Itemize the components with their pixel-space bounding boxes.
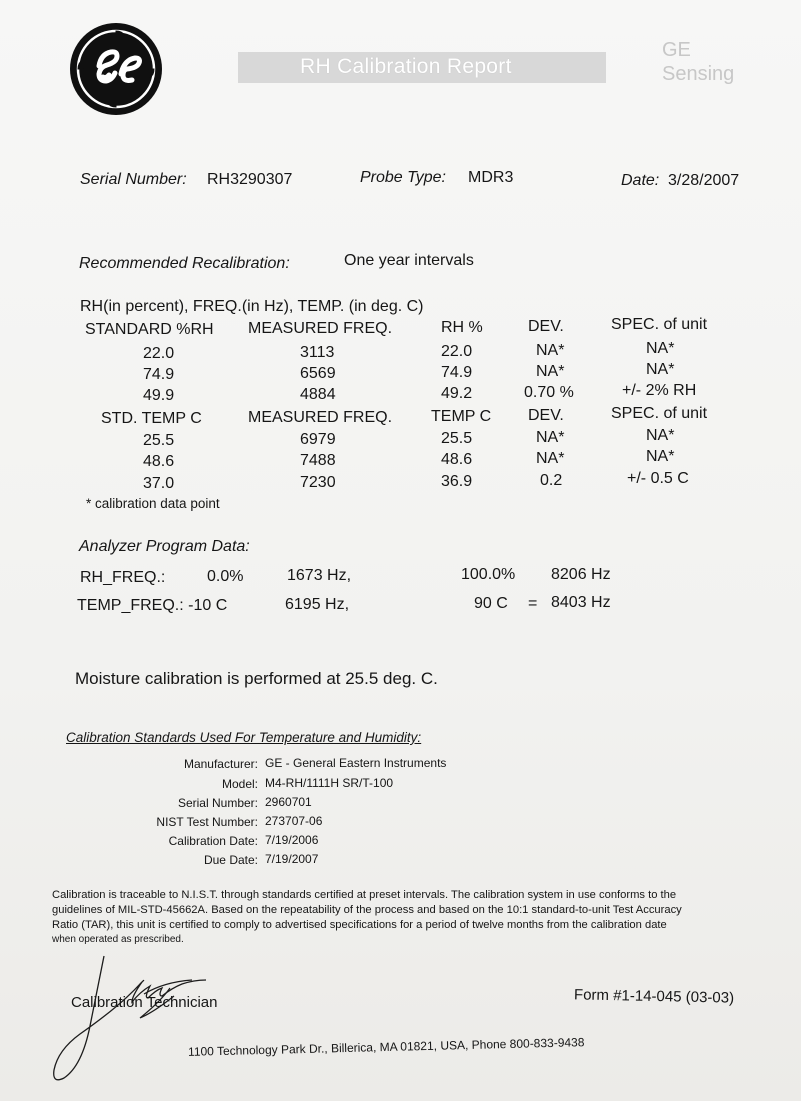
- temp-row-1-temp: 25.5: [441, 430, 473, 447]
- rh-header-measured: MEASURED FREQ.: [248, 320, 393, 337]
- temp-row-1-spec: NA*: [646, 427, 675, 444]
- analyzer-title: Analyzer Program Data:: [79, 538, 250, 555]
- temp-row-2-temp: 48.6: [441, 451, 473, 468]
- temp-row-1-dev: NA*: [536, 429, 565, 446]
- rh-row-2-rh: 74.9: [441, 364, 473, 381]
- rh-freq-high-hz: 8206 Hz: [551, 566, 611, 583]
- rh-header-standard: STANDARD %RH: [85, 321, 214, 338]
- temp-row-2-freq: 7488: [300, 452, 336, 469]
- moisture-note: Moisture calibration is performed at 25.5 deg. C.: [75, 669, 438, 688]
- rh-freq-high: 100.0%: [461, 566, 516, 583]
- standards-serial-value: 2960701: [265, 795, 312, 809]
- rh-row-1-standard: 22.0: [143, 345, 175, 362]
- rh-row-2-dev: NA*: [536, 363, 565, 380]
- rh-row-3-freq: 4884: [300, 386, 336, 403]
- rh-header-dev: DEV.: [528, 318, 564, 335]
- rh-row-2-standard: 74.9: [143, 366, 175, 383]
- temp-freq-low-hz: 6195 Hz,: [285, 596, 350, 613]
- serial-number-label: Serial Number:: [80, 171, 187, 188]
- standards-manufacturer-value: GE - General Eastern Instruments: [265, 756, 447, 770]
- standards-title: Calibration Standards Used For Temperature and Humidity:: [66, 730, 422, 745]
- standards-due-date-value: 7/19/2007: [265, 852, 319, 866]
- temp-header-spec: SPEC. of unit: [611, 405, 708, 422]
- report-title: RH Calibration Report: [300, 55, 512, 78]
- rh-row-2-freq: 6569: [300, 365, 336, 382]
- traceability-line-2: guidelines of MIL-STD-45662A. Based on the repeatability of the process and based on the 10:1 standard-to-unit Test Accuracy: [52, 904, 682, 916]
- temp-header-measured: MEASURED FREQ.: [248, 409, 393, 426]
- technician-signature: [52, 948, 252, 1088]
- rh-row-3-dev: 0.70 %: [524, 384, 574, 401]
- brand-line-2: Sensing: [662, 63, 735, 85]
- temp-row-1-standard: 25.5: [143, 432, 175, 449]
- probe-type-label: Probe Type:: [360, 169, 446, 186]
- rh-row-1-dev: NA*: [536, 342, 565, 359]
- form-number: Form #1-14-045 (03-03): [573, 986, 735, 1007]
- temp-freq-high-hz: 8403 Hz: [551, 594, 611, 611]
- temp-freq-equals: =: [528, 595, 538, 612]
- temp-row-2-spec: NA*: [646, 448, 675, 465]
- temp-row-3-dev: 0.2: [540, 472, 563, 489]
- temp-header-dev: DEV.: [528, 407, 564, 424]
- brand-label: [662, 38, 734, 86]
- temp-row-1-freq: 6979: [300, 431, 336, 448]
- temp-row-3-freq: 7230: [300, 474, 336, 491]
- standards-due-date-label: Due Date:: [203, 853, 258, 867]
- serial-number-value: RH3290307: [207, 171, 293, 188]
- rh-row-3-spec: +/- 2% RH: [622, 382, 697, 399]
- standards-serial-label: Serial Number:: [177, 796, 258, 810]
- rh-header-rh: RH %: [441, 319, 483, 336]
- traceability-line-3: Ratio (TAR), this unit is certified to comply to advertised specifications for a period of twelve months from the calibration date: [52, 919, 667, 931]
- rh-freq-low: 0.0%: [207, 568, 244, 585]
- probe-type-value: MDR3: [468, 169, 514, 186]
- temp-row-3-temp: 36.9: [441, 473, 473, 490]
- temp-row-3-spec: +/- 0.5 C: [627, 470, 689, 487]
- temp-header-standard: STD. TEMP C: [101, 410, 202, 427]
- standards-cal-date-value: 7/19/2006: [265, 833, 319, 847]
- temp-freq-label: TEMP_FREQ.: -10 C: [77, 597, 228, 614]
- date-value: 3/28/2007: [668, 172, 740, 189]
- recalibration-label: Recommended Recalibration:: [79, 255, 290, 272]
- recalibration-value: One year intervals: [344, 252, 474, 269]
- temp-row-2-dev: NA*: [536, 450, 565, 467]
- standards-cal-date-label: Calibration Date:: [168, 834, 258, 848]
- traceability-line-1: Calibration is traceable to N.I.S.T. through standards certified at preset intervals. The calibration system in use conforms to the: [52, 889, 677, 901]
- rh-row-1-spec: NA*: [646, 340, 675, 357]
- rh-row-1-freq: 3113: [300, 344, 335, 361]
- rh-row-3-rh: 49.2: [441, 385, 473, 402]
- standards-model-value: M4-RH/1111H SR/T-100: [265, 776, 394, 790]
- temp-freq-high: 90 C: [474, 595, 508, 612]
- standards-model-label: Model:: [221, 777, 258, 791]
- units-line: RH(in percent), FREQ.(in Hz), TEMP. (in deg. C): [80, 298, 424, 315]
- rh-header-spec: SPEC. of unit: [611, 316, 708, 333]
- rh-row-2-spec: NA*: [646, 361, 675, 378]
- rh-freq-low-hz: 1673 Hz,: [287, 567, 352, 584]
- rh-row-3-standard: 49.9: [143, 387, 175, 404]
- calibration-footnote: * calibration data point: [86, 496, 220, 511]
- ge-logo: [69, 22, 163, 116]
- standards-manufacturer-label: Manufacturer:: [183, 757, 258, 771]
- temp-row-3-standard: 37.0: [143, 475, 175, 492]
- company-address: 1100 Technology Park Dr., Billerica, MA 01821, USA, Phone 800-833-9438: [187, 1035, 585, 1059]
- traceability-line-4: when operated as prescribed.: [52, 934, 184, 945]
- temp-row-2-standard: 48.6: [143, 453, 175, 470]
- signature-label: Calibration Technician: [71, 994, 218, 1011]
- temp-header-temp: TEMP C: [431, 408, 492, 425]
- rh-row-1-rh: 22.0: [441, 343, 473, 360]
- brand-line-1: GE: [662, 39, 691, 61]
- standards-nist-label: NIST Test Number:: [156, 815, 258, 829]
- standards-nist-value: 273707-06: [265, 814, 323, 828]
- rh-freq-label: RH_FREQ.:: [80, 569, 166, 586]
- date-label: Date:: [621, 172, 660, 189]
